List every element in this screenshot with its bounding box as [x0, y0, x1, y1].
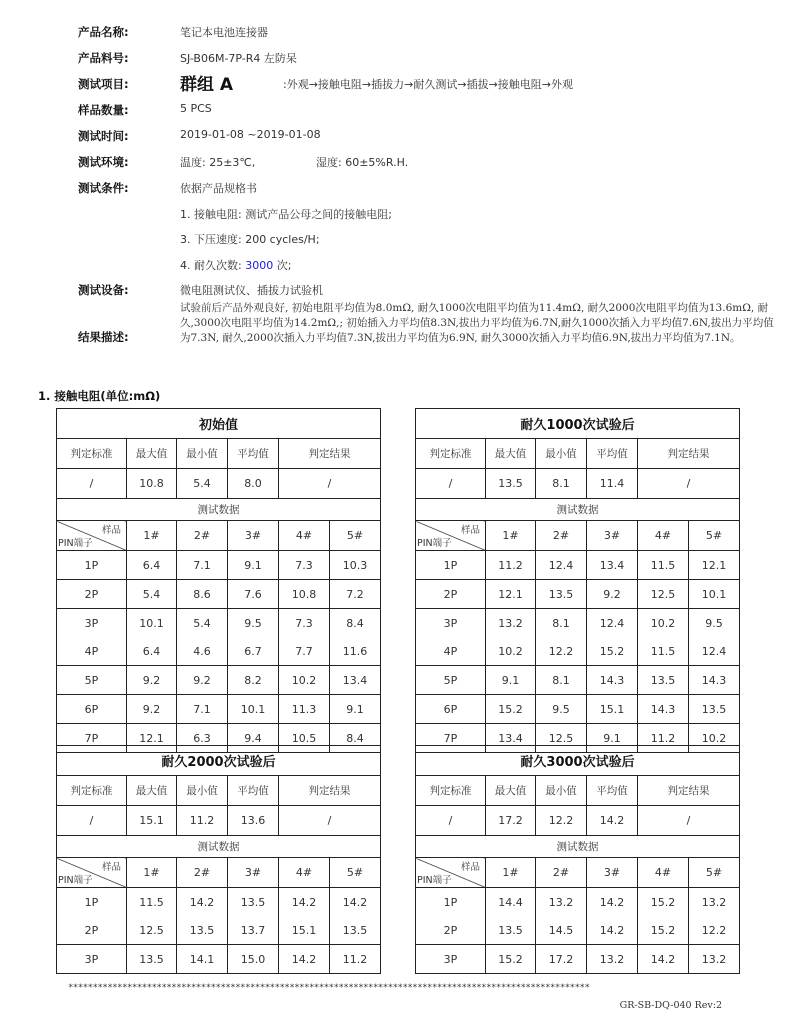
diag-sample-label: 样品: [101, 525, 121, 536]
table-row: [57, 551, 381, 580]
pin-label: 6P: [416, 695, 486, 724]
diag-sample-label: 样品: [460, 862, 480, 873]
sample-header: 4#: [638, 858, 689, 888]
cell-value: 14.1: [177, 945, 228, 974]
cell-value: 15.0: [228, 945, 279, 974]
cell-value: 12.2: [689, 916, 740, 945]
diag-pin-label: PIN端子: [417, 875, 452, 886]
test-data-label: 测试数据: [57, 836, 381, 858]
test-data-label: 测试数据: [57, 499, 381, 521]
cell-value: 10.5: [279, 724, 330, 753]
table-row: [416, 888, 740, 917]
diag-pin-label: PIN端子: [58, 538, 93, 549]
cell-value: 9.4: [228, 724, 279, 753]
cell-value: 17.2: [536, 945, 587, 974]
resistance-table: [56, 408, 381, 753]
cell-value: 10.2: [279, 666, 330, 695]
diag-pin-label: PIN端子: [417, 538, 452, 549]
header-avg: 平均值: [587, 776, 638, 806]
pin-label: 3P: [416, 945, 486, 974]
cell-value: 6.4: [127, 551, 177, 580]
sample-header: 4#: [279, 521, 330, 551]
max-value: 13.5: [486, 469, 536, 499]
cell-value: 7.1: [177, 551, 228, 580]
cell-value: 9.5: [689, 609, 740, 638]
std-value: /: [416, 469, 486, 499]
cell-value: 13.5: [330, 916, 381, 945]
pin-label: 7P: [57, 724, 127, 753]
sample-header: 5#: [330, 858, 381, 888]
cell-value: 12.4: [689, 637, 740, 666]
cell-value: 13.4: [587, 551, 638, 580]
test-sequence: :外观→接触电阻→插拔力→耐久测试→插拔→接触电阻→外观: [283, 78, 574, 91]
sample-header: 3#: [587, 521, 638, 551]
cell-value: 8.1: [536, 666, 587, 695]
cell-value: 10.8: [279, 580, 330, 609]
header-result: 判定结果: [279, 776, 381, 806]
cond-4-value: 3000: [245, 259, 274, 272]
cell-value: 12.5: [638, 580, 689, 609]
result-value: /: [638, 469, 740, 499]
table-row: [416, 945, 740, 974]
header-std: 判定标准: [57, 776, 127, 806]
cell-value: 14.2: [587, 888, 638, 917]
diag-pin-label: PIN端子: [58, 875, 93, 886]
header-min: 最小值: [177, 439, 228, 469]
env-humidity: 湿度: 60±5%R.H.: [316, 156, 409, 169]
cell-value: 13.5: [536, 580, 587, 609]
pin-label: 2P: [416, 916, 486, 945]
header-max: 最大值: [127, 439, 177, 469]
cell-value: 13.2: [587, 945, 638, 974]
avg-value: 13.6: [228, 806, 279, 836]
sample-header: 1#: [127, 858, 177, 888]
section-title: 1. 接触电阻(单位:mΩ): [38, 389, 161, 403]
cell-value: 10.2: [689, 724, 740, 753]
cell-value: 12.5: [127, 916, 177, 945]
cell-value: 7.3: [279, 609, 330, 638]
cell-value: 15.1: [279, 916, 330, 945]
product-name-label: 产品名称:: [78, 25, 129, 39]
table-row: [416, 551, 740, 580]
cell-value: 7.1: [177, 695, 228, 724]
table-row: [57, 609, 381, 638]
cell-value: 14.2: [177, 888, 228, 917]
doc-number: GR-SB-DQ-040 Rev:2: [619, 1000, 722, 1011]
diagonal-header: [416, 858, 486, 888]
cell-value: 6.4: [127, 637, 177, 666]
std-value: /: [416, 806, 486, 836]
header-max: 最大值: [486, 439, 536, 469]
cell-value: 13.5: [177, 916, 228, 945]
cell-value: 9.2: [127, 666, 177, 695]
header-std: 判定标准: [416, 776, 486, 806]
pin-label: 3P: [416, 609, 486, 638]
cell-value: 8.4: [330, 609, 381, 638]
cell-value: 9.1: [486, 666, 536, 695]
cell-value: 13.4: [486, 724, 536, 753]
cell-value: 11.2: [486, 551, 536, 580]
cell-value: 8.2: [228, 666, 279, 695]
cell-value: 9.1: [587, 724, 638, 753]
sample-header: 1#: [486, 521, 536, 551]
cell-value: 6.7: [228, 637, 279, 666]
sample-qty: 5 PCS: [180, 102, 212, 115]
cell-value: 13.5: [228, 888, 279, 917]
table-row: [57, 580, 381, 609]
cell-value: 13.5: [486, 916, 536, 945]
std-value: /: [57, 469, 127, 499]
table-row: [416, 580, 740, 609]
cell-value: 13.5: [638, 666, 689, 695]
sample-header: 1#: [486, 858, 536, 888]
cell-value: 13.5: [689, 695, 740, 724]
diagonal-header: [416, 521, 486, 551]
cell-value: 13.2: [689, 945, 740, 974]
sample-header: 2#: [177, 521, 228, 551]
sample-header: 4#: [638, 521, 689, 551]
cell-value: 12.2: [536, 637, 587, 666]
cell-value: 15.2: [587, 637, 638, 666]
table-row: [57, 637, 381, 666]
result-text: 试验前后产品外观良好, 初始电阻平均值为8.0mΩ, 耐久1000次电阻平均值为11.4mΩ, 耐久2000次电阻平均值为13.6mΩ, 耐久,3000次电阻平均值为14.2mΩ,; 初始插入力平均值8.3N,拔出力平均值为6.7N,耐久1000次插入力平均值7.6N,拔出力平均值为7.3N, 耐久,2000次插入力平均值7.3N,拔出力平均值为6.9N, 耐久3000次插入力平均值6.9N,拔出力平均值为7.1N。: [180, 302, 774, 344]
result-value: /: [279, 469, 381, 499]
table-row: [57, 916, 381, 945]
resistance-table: [415, 408, 740, 753]
table-row: [57, 666, 381, 695]
sample-header: 5#: [330, 521, 381, 551]
cell-value: 14.3: [587, 666, 638, 695]
cond-4: 4. 耐久次数: 3000 次;: [180, 259, 292, 272]
sample-qty-label: 样品数量:: [78, 103, 129, 117]
max-value: 15.1: [127, 806, 177, 836]
header-max: 最大值: [486, 776, 536, 806]
cell-value: 13.5: [127, 945, 177, 974]
cell-value: 11.3: [279, 695, 330, 724]
sample-header: 5#: [689, 858, 740, 888]
table-title: 耐久2000次试验后: [57, 746, 381, 776]
pin-label: 2P: [416, 580, 486, 609]
cell-value: 8.4: [330, 724, 381, 753]
pin-label: 4P: [416, 637, 486, 666]
pin-label: 4P: [57, 637, 127, 666]
test-time: 2019-01-08 ~2019-01-08: [180, 128, 321, 141]
header-avg: 平均值: [228, 776, 279, 806]
diag-sample-label: 样品: [101, 862, 121, 873]
cell-value: 15.2: [486, 945, 536, 974]
cell-value: 12.4: [536, 551, 587, 580]
cond-label: 测试条件:: [78, 181, 129, 195]
cell-value: 11.5: [127, 888, 177, 917]
cell-value: 15.2: [638, 916, 689, 945]
header-max: 最大值: [127, 776, 177, 806]
separator-stars: **********************************************************************************************************: [68, 983, 590, 993]
cell-value: 13.2: [536, 888, 587, 917]
cell-value: 9.2: [587, 580, 638, 609]
avg-value: 8.0: [228, 469, 279, 499]
cell-value: 13.2: [689, 888, 740, 917]
cell-value: 14.3: [638, 695, 689, 724]
pin-label: 3P: [57, 609, 127, 638]
table-row: [57, 945, 381, 974]
table-row: [416, 637, 740, 666]
min-value: 5.4: [177, 469, 228, 499]
table-row: [416, 916, 740, 945]
cell-value: 7.6: [228, 580, 279, 609]
product-name: 笔记本电池连接器: [180, 26, 268, 39]
table-title: 耐久3000次试验后: [416, 746, 740, 776]
header-min: 最小值: [536, 439, 587, 469]
header-std: 判定标准: [57, 439, 127, 469]
cell-value: 13.4: [330, 666, 381, 695]
test-data-label: 测试数据: [416, 499, 740, 521]
min-value: 12.2: [536, 806, 587, 836]
resistance-table: [56, 745, 381, 974]
table-row: [416, 609, 740, 638]
pin-label: 2P: [57, 580, 127, 609]
header-avg: 平均值: [587, 439, 638, 469]
pin-label: 7P: [416, 724, 486, 753]
cond-spec: 依据产品规格书: [180, 182, 257, 195]
pin-label: 1P: [416, 551, 486, 580]
diagonal-header: [57, 521, 127, 551]
sample-header: 3#: [228, 521, 279, 551]
sample-header: 3#: [228, 858, 279, 888]
table-row: [416, 666, 740, 695]
header-result: 判定结果: [279, 439, 381, 469]
pin-label: 5P: [57, 666, 127, 695]
diagonal-header: [57, 858, 127, 888]
table-title: 耐久1000次试验后: [416, 409, 740, 439]
header-result: 判定结果: [638, 439, 740, 469]
sample-header: 2#: [177, 858, 228, 888]
cell-value: 9.5: [536, 695, 587, 724]
cell-value: 5.4: [177, 609, 228, 638]
env-temp: 温度: 25±3℃,: [180, 156, 256, 169]
test-item-label: 测试项目:: [78, 77, 129, 91]
cell-value: 12.4: [587, 609, 638, 638]
cell-value: 15.2: [638, 888, 689, 917]
part-no: SJ-B06M-7P-R4 左防呆: [180, 52, 297, 65]
pin-label: 1P: [416, 888, 486, 917]
sample-header: 2#: [536, 521, 587, 551]
cell-value: 14.5: [536, 916, 587, 945]
std-value: /: [57, 806, 127, 836]
cell-value: 6.3: [177, 724, 228, 753]
cond-1: 1. 接触电阻: 测试产品公母之间的接触电阻;: [180, 208, 392, 221]
cell-value: 10.1: [127, 609, 177, 638]
cell-value: 12.1: [689, 551, 740, 580]
cell-value: 4.6: [177, 637, 228, 666]
table-row: [416, 695, 740, 724]
cell-value: 11.5: [638, 637, 689, 666]
cell-value: 9.1: [228, 551, 279, 580]
result-value: /: [279, 806, 381, 836]
max-value: 17.2: [486, 806, 536, 836]
cell-value: 9.5: [228, 609, 279, 638]
cell-value: 11.6: [330, 637, 381, 666]
max-value: 10.8: [127, 469, 177, 499]
cell-value: 15.1: [587, 695, 638, 724]
cell-value: 9.2: [127, 695, 177, 724]
cell-value: 9.2: [177, 666, 228, 695]
cell-value: 14.2: [638, 945, 689, 974]
test-time-label: 测试时间:: [78, 129, 129, 143]
sample-header: 2#: [536, 858, 587, 888]
header-result: 判定结果: [638, 776, 740, 806]
cell-value: 12.1: [486, 580, 536, 609]
avg-value: 14.2: [587, 806, 638, 836]
min-value: 8.1: [536, 469, 587, 499]
cell-value: 10.2: [638, 609, 689, 638]
diag-sample-label: 样品: [460, 525, 480, 536]
part-no-label: 产品料号:: [78, 51, 129, 65]
cell-value: 10.3: [330, 551, 381, 580]
sample-header: 4#: [279, 858, 330, 888]
header-avg: 平均值: [228, 439, 279, 469]
avg-value: 11.4: [587, 469, 638, 499]
test-group: 群组 A: [180, 75, 234, 95]
result-label: 结果描述:: [78, 330, 129, 344]
cell-value: 15.2: [486, 695, 536, 724]
cell-value: 12.1: [127, 724, 177, 753]
cell-value: 14.2: [587, 916, 638, 945]
cell-value: 8.6: [177, 580, 228, 609]
cell-value: 14.4: [486, 888, 536, 917]
pin-label: 2P: [57, 916, 127, 945]
table-title: 初始值: [57, 409, 381, 439]
cell-value: 5.4: [127, 580, 177, 609]
pin-label: 1P: [57, 551, 127, 580]
cell-value: 13.7: [228, 916, 279, 945]
equip: 微电阻测试仪、插拔力试验机: [180, 284, 323, 297]
cell-value: 14.2: [279, 888, 330, 917]
pin-label: 6P: [57, 695, 127, 724]
cell-value: 9.1: [330, 695, 381, 724]
table-row: [57, 888, 381, 917]
sample-header: 3#: [587, 858, 638, 888]
cond-3: 3. 下压速度: 200 cycles/H;: [180, 233, 320, 246]
header-min: 最小值: [177, 776, 228, 806]
cell-value: 7.3: [279, 551, 330, 580]
cell-value: 13.2: [486, 609, 536, 638]
env-label: 测试环境:: [78, 155, 129, 169]
cell-value: 7.7: [279, 637, 330, 666]
header-min: 最小值: [536, 776, 587, 806]
sample-header: 1#: [127, 521, 177, 551]
cell-value: 8.1: [536, 609, 587, 638]
cell-value: 14.3: [689, 666, 740, 695]
resistance-table: [415, 745, 740, 974]
test-data-label: 测试数据: [416, 836, 740, 858]
min-value: 11.2: [177, 806, 228, 836]
cell-value: 12.5: [536, 724, 587, 753]
result-value: /: [638, 806, 740, 836]
pin-label: 1P: [57, 888, 127, 917]
pin-label: 3P: [57, 945, 127, 974]
equip-label: 测试设备:: [78, 283, 129, 297]
table-row: [57, 695, 381, 724]
cell-value: 11.2: [638, 724, 689, 753]
cell-value: 10.1: [228, 695, 279, 724]
header-std: 判定标准: [416, 439, 486, 469]
cell-value: 14.2: [330, 888, 381, 917]
cell-value: 10.2: [486, 637, 536, 666]
cell-value: 14.2: [279, 945, 330, 974]
cell-value: 11.2: [330, 945, 381, 974]
pin-label: 5P: [416, 666, 486, 695]
cell-value: 10.1: [689, 580, 740, 609]
cell-value: 7.2: [330, 580, 381, 609]
sample-header: 5#: [689, 521, 740, 551]
cell-value: 11.5: [638, 551, 689, 580]
